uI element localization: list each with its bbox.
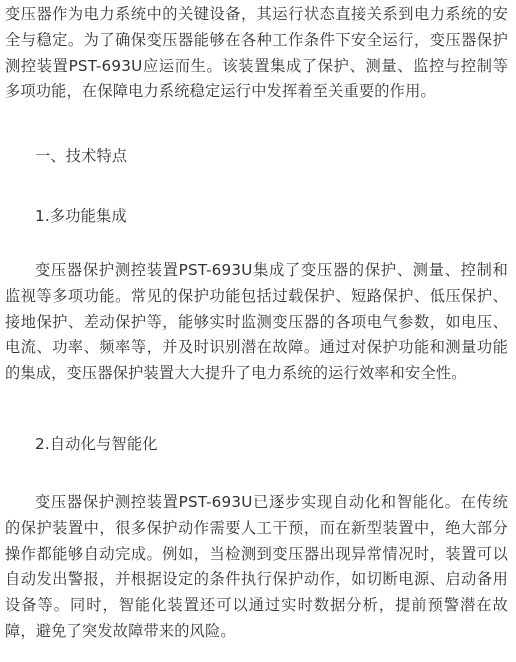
paragraph-multifunction: 变压器保护测控装置PST-693U集成了变压器的保护、测量、控制和监视等多项功能。常见的保护功能包括过载保护、短路保护、低压保护、接地保护、差动保护等，能够实时监测变压器的各项电气参数，如电压、电流、功率、频率等，并及时识别潜在故障。通过对保护功能和测量功能的集成，变压器保护装置大大提升了电力系统的运行效率和安全性。 — [5, 261, 508, 383]
subheading-automation: 2.自动化与智能化 — [35, 435, 158, 453]
section-heading-tech-features: 一、技术特点 — [35, 147, 128, 165]
subheading-multifunction: 1.多功能集成 — [35, 207, 127, 225]
paragraph-automation: 变压器保护测控装置PST-693U已逐步实现自动化和智能化。在传统的保护装置中，很多保护动作需要人工干预，而在新型装置中，绝大部分操作都能够自动完成。例如，当检测到变压器出现异常情况时，装置可以自动发出警报，并根据设定的条件执行保护动作，如切断电源、启动备用设备等。同时，智能化装置还可以通过实时数据分析，提前预警潜在故障，避免了突发故障带来的风险。 — [5, 493, 508, 640]
intro-paragraph: 变压器作为电力系统中的关键设备，其运行状态直接关系到电力系统的安全与稳定。为了确保变压器能够在各种工作条件下安全运行，变压器保护测控装置PST-693U应运而生。该装置集成了保护、测量、监控与控制等多项功能，在保障电力系统稳定运行中发挥着至关重要的作用。 — [5, 5, 508, 101]
